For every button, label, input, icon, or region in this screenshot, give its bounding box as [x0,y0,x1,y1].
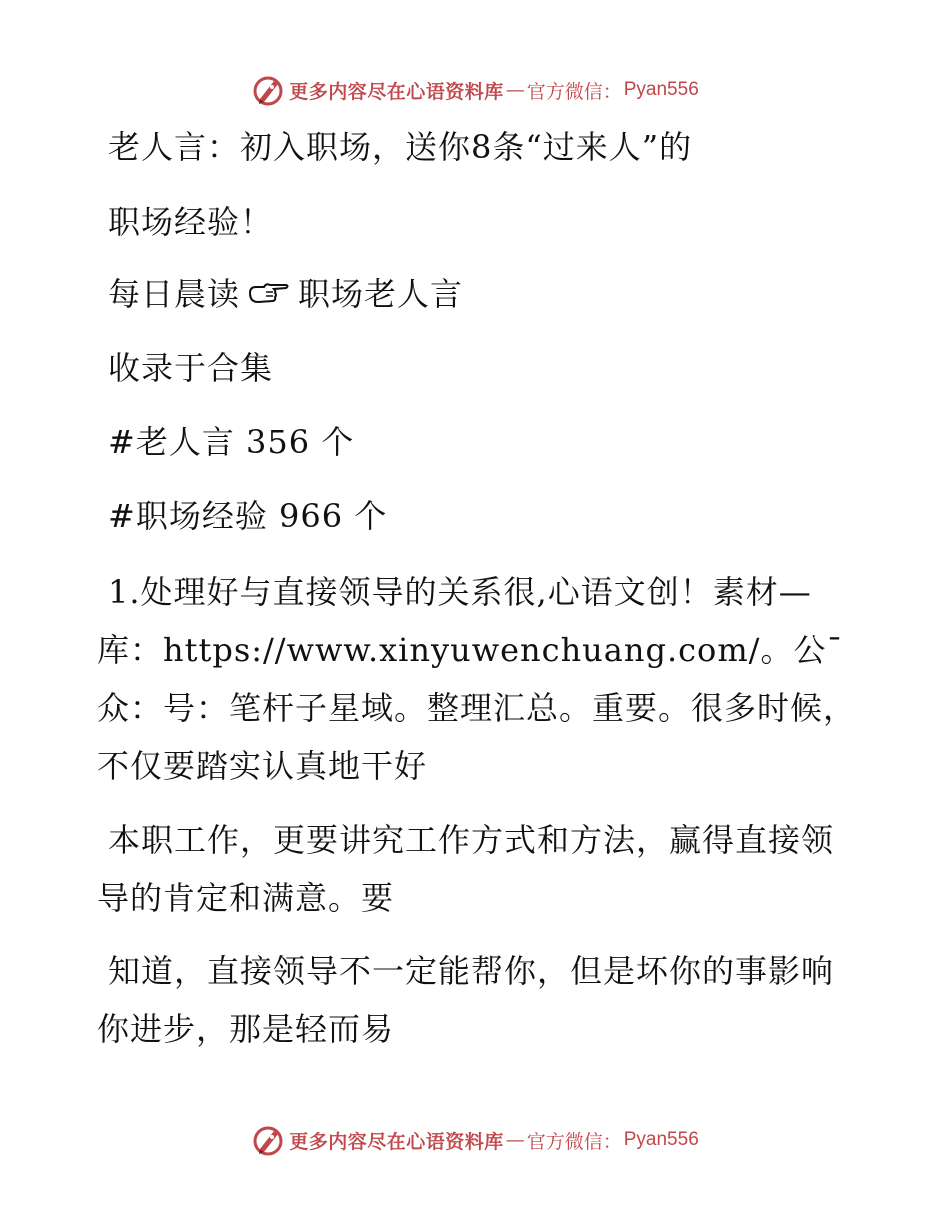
wechat-id: Pyan556 [623,79,699,100]
wechat-id: Pyan556 [623,1129,699,1150]
paragraph-3-text: 知道，直接领导不一定能帮你，但是坏你的事影响你进步，那是轻而易 [97,952,835,1048]
series-line [108,274,463,314]
paragraph-1-text: 1.处理好与直接领导的关系很,心语文创！素材—库：https://www.xinyuwenchuang.com/。公¯众：号：笔杆子星域。整理汇总。重要。很多时候，不仅要踏实认真地干好 [97,573,857,785]
series-name: 职场老人言 [298,275,464,313]
pointing-hand-icon [246,278,290,308]
footer-banner [0,1120,950,1160]
article-title-line-1: 老人言：初入职场，送你8条“过来人”的 [108,128,693,166]
banner-dash: — [505,1129,525,1151]
tag-zhichang-jingyan[interactable]: #职场经验 966 个 [108,497,388,535]
paragraph-2 [97,811,857,927]
tag-laorenyan[interactable]: #老人言 356 个 [108,423,355,461]
header-banner [0,70,950,110]
collection-label: 收录于合集 [108,349,274,387]
pen-logo-icon [251,73,285,107]
paragraph-1 [97,563,857,795]
paragraph-2-text: 本职工作，更要讲究工作方式和方法，赢得直接领导的肯定和满意。要 [97,821,835,917]
article-title-line-2: 职场经验！ [108,203,274,241]
series-prefix: 每日晨读 [108,275,241,313]
promo-text: 更多内容尽在心语资料库 [289,80,504,103]
wechat-label: 官方微信： [526,1130,622,1153]
paragraph-3 [97,942,857,1058]
banner-dash: — [505,79,525,101]
promo-text: 更多内容尽在心语资料库 [289,1130,504,1153]
pen-logo-icon [251,1123,285,1157]
wechat-label: 官方微信： [526,80,622,103]
